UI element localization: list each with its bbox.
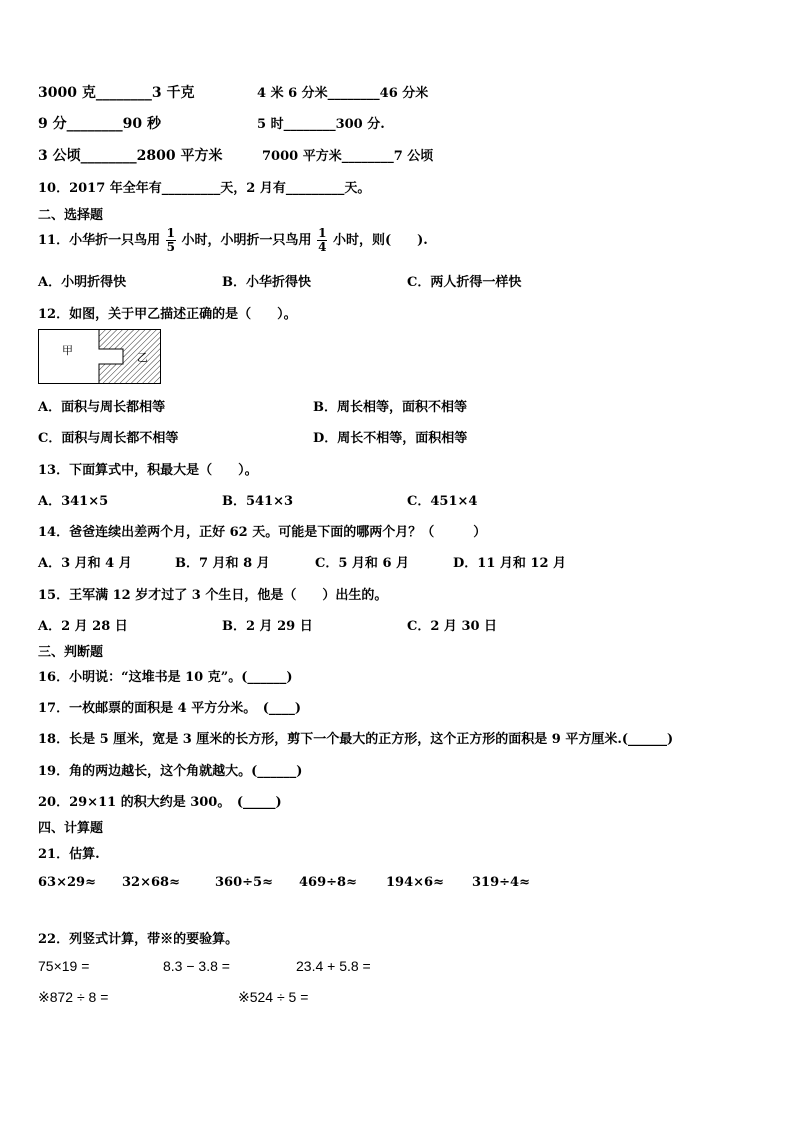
question-19: 19．角的两边越长，这个角就越大。(______) <box>38 764 303 779</box>
fraction-numerator: 1 <box>166 226 175 240</box>
question-18: 18．长是 5 厘米，宽是 3 厘米的长方形，剪下一个最大的正方形，这个正方形的面积是 9 平方厘米.(______) <box>38 732 674 747</box>
section-heading-judgement: 三、判断题 <box>38 645 104 660</box>
estimate-item: 469÷8≈ <box>299 875 357 890</box>
q14-option-d: D．11 月和 12 月 <box>453 556 567 571</box>
question-14: 14．爸爸连续出差两个月，正好 62 天。可能是下面的哪两个月？（ ） <box>38 525 487 540</box>
q12-figure <box>38 329 162 385</box>
question-15: 15．王军满 12 岁才过了 3 个生日，他是（ ）出生的。 <box>38 588 388 603</box>
section-heading-choice: 二、选择题 <box>38 208 104 223</box>
fraction-denominator: 4 <box>318 240 327 254</box>
q11-option-b: B．小华折得快 <box>222 275 311 290</box>
question-16: 16．小明说：“这堆书是 10 克”。(______) <box>38 670 293 685</box>
q12-option-b: B．周长相等，面积不相等 <box>313 400 467 415</box>
conversion-row-1-left: 3000 克________3 千克 <box>38 85 195 101</box>
question-22: 22．列竖式计算，带※的要验算。 <box>38 932 239 947</box>
fraction-one-fifth <box>166 227 176 254</box>
question-13: 13．下面算式中，积最大是（ ）。 <box>38 463 258 478</box>
estimate-item: 360÷5≈ <box>215 875 273 890</box>
q11-text-3: 小时，则( ). <box>332 233 428 248</box>
q15-option-a: A．2 月 28 日 <box>38 619 128 634</box>
question-10: 10．2017 年全年有_________天，2 月有_________天。 <box>38 181 371 196</box>
q11-text-2: 小时，小明折一只鸟用 <box>181 233 312 248</box>
question-12: 12．如图，关于甲乙描述正确的是（ ）。 <box>38 307 297 322</box>
conversion-row-2-left: 9 分________90 秒 <box>38 116 161 132</box>
q13-option-a: A．341×5 <box>38 494 109 509</box>
q12-option-a: A．面积与周长都相等 <box>38 400 166 415</box>
q13-option-b: B．541×3 <box>222 494 294 509</box>
vertical-calc-item: 75×19 = <box>38 958 90 974</box>
vertical-calc-item: 8.3 − 3.8 = <box>163 958 230 974</box>
fraction-one-quarter <box>317 227 327 254</box>
q15-option-b: B．2 月 29 日 <box>222 619 313 634</box>
question-11 <box>38 227 428 254</box>
conversion-row-3-left: 3 公顷________2800 平方米 <box>38 148 223 164</box>
q14-option-b: B．7 月和 8 月 <box>175 556 270 571</box>
estimate-item: 319÷4≈ <box>472 875 530 890</box>
q12-option-c: C．面积与周长都不相等 <box>38 431 179 446</box>
question-17: 17．一枚邮票的面积是 4 平方分米。 (____) <box>38 701 301 716</box>
section-heading-calculation: 四、计算题 <box>38 821 104 836</box>
label-jia: 甲 <box>62 344 73 357</box>
q11-text-1: 11．小华折一只鸟用 <box>38 233 161 248</box>
q11-option-c: C．两人折得一样快 <box>407 275 522 290</box>
fraction-numerator: 1 <box>318 226 327 240</box>
q13-option-c: C．451×4 <box>407 494 478 509</box>
label-yi: 乙 <box>137 351 148 364</box>
question-20: 20．29×11 的积大约是 300。 (_____) <box>38 795 282 810</box>
estimate-item: 32×68≈ <box>122 875 180 890</box>
q12-option-d: D．周长不相等，面积相等 <box>313 431 468 446</box>
conversion-row-1-right: 4 米 6 分米________46 分米 <box>257 86 429 101</box>
q14-option-c: C．5 月和 6 月 <box>315 556 410 571</box>
fraction-denominator: 5 <box>166 240 175 254</box>
q11-option-a: A．小明折得快 <box>38 275 127 290</box>
estimate-item: 194×6≈ <box>386 875 444 890</box>
q14-option-a: A．3 月和 4 月 <box>38 556 132 571</box>
vertical-calc-item: 23.4 + 5.8 = <box>296 958 371 974</box>
region-yi-shaded <box>99 330 161 384</box>
question-21: 21．估算. <box>38 847 100 862</box>
q15-option-c: C．2 月 30 日 <box>407 619 498 634</box>
conversion-row-2-right: 5 时________300 分. <box>257 117 385 132</box>
estimate-item: 63×29≈ <box>38 875 96 890</box>
conversion-row-3-right: 7000 平方米________7 公顷 <box>262 149 434 164</box>
vertical-calc-item-verify: ※872 ÷ 8 = <box>38 989 109 1005</box>
vertical-calc-item-verify: ※524 ÷ 5 = <box>238 989 309 1005</box>
